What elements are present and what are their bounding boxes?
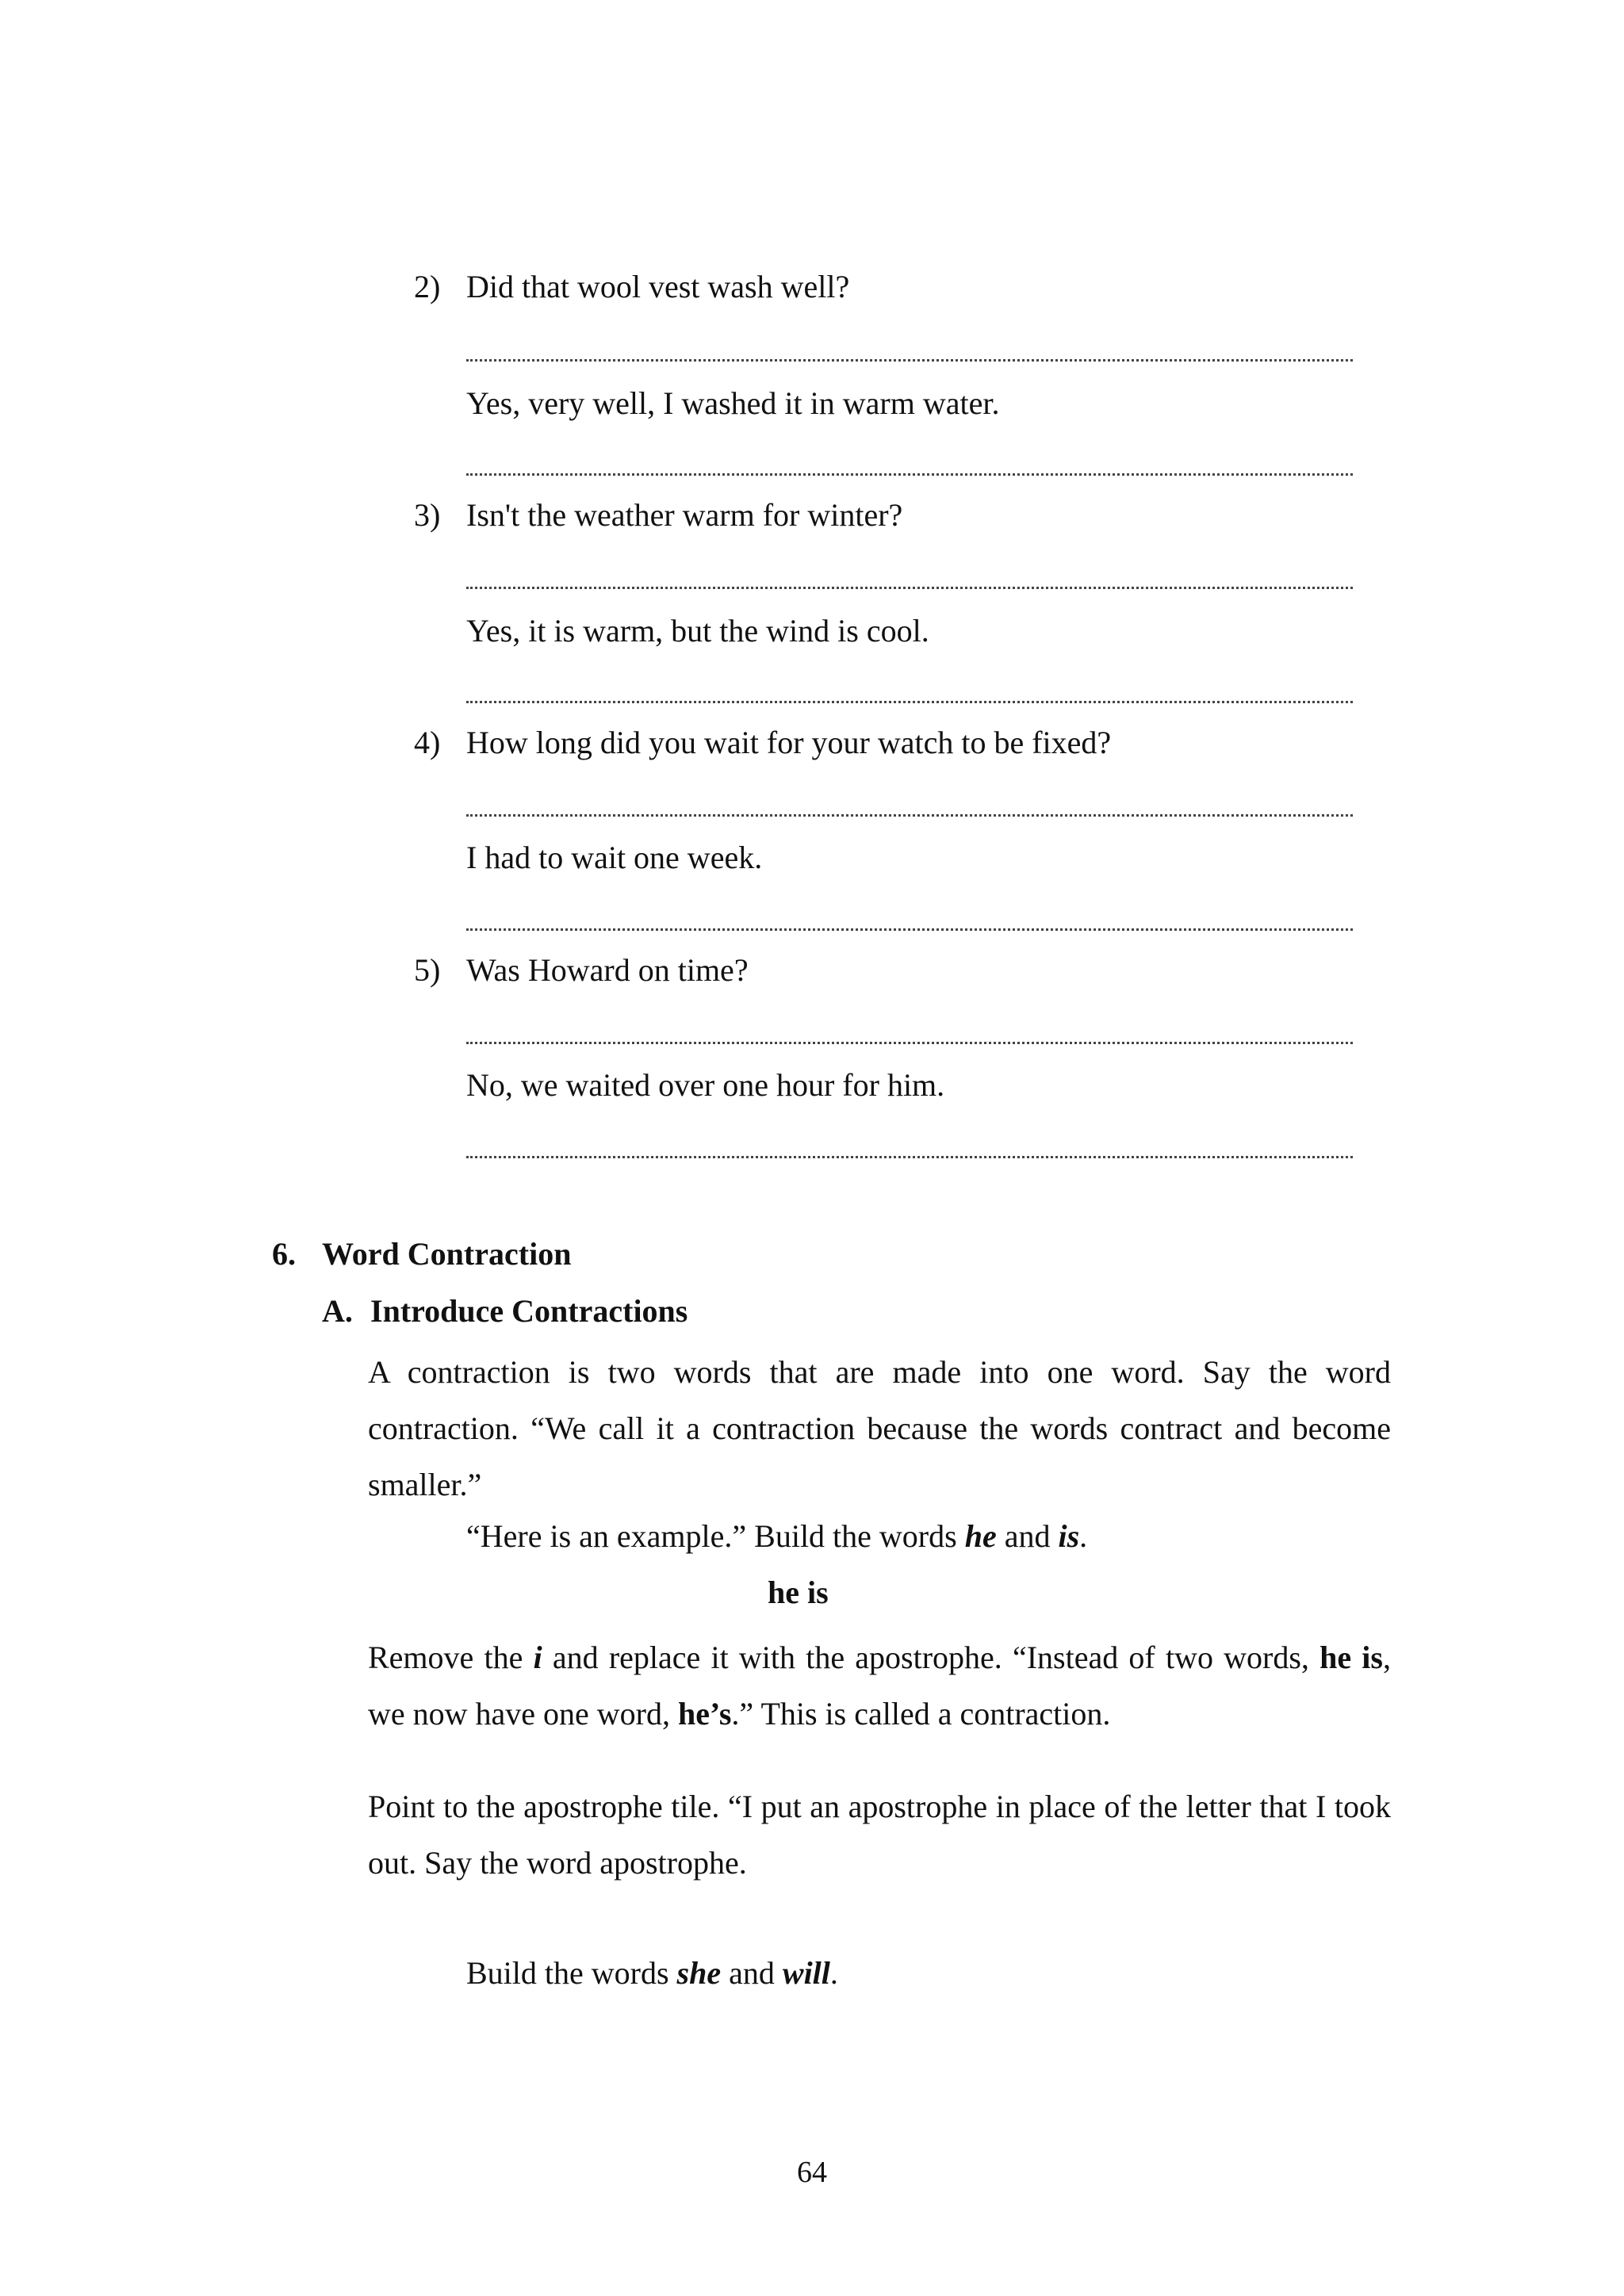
remove-text-3: , we now have one word, [368,1640,1391,1732]
point-paragraph: Point to the apostrophe tile. “I put an apostrophe in place of the letter that I took out. Say the word apostrophe. [368,1789,1391,1881]
build-mid: and [721,1955,783,1991]
example-line [466,1517,1087,1556]
remove-paragraph [368,1629,1391,1742]
intro-paragraph: A contraction is two words that are made into one word. Say the word contraction. “We call it a contraction because the words contract and become smaller.” [368,1354,1391,1502]
question-number: 3) [414,497,441,533]
build-word-she: she [676,1955,722,1991]
question-number: 2) [414,269,441,304]
answer-dotted-line [466,1042,1353,1044]
answer-dotted-line [466,1156,1353,1158]
remove-text-2: and replace it with the apostrophe. “Instead of two words, [542,1640,1320,1675]
example-prefix: “Here is an example.” Build the words [466,1518,965,1554]
removed-letter: i [533,1640,542,1675]
answer-dotted-line [466,587,1353,589]
remove-text-1: Remove the [368,1640,534,1675]
answer-text: I had to wait one week. [466,840,763,875]
build-word-will: will [782,1955,830,1991]
example-suffix: . [1079,1518,1088,1554]
page-number: 64 [797,2156,827,2189]
section-number: 6. [272,1236,296,1272]
answer-dotted-line [466,473,1353,476]
example-word-is: is [1058,1518,1080,1554]
contraction-word: he’s [678,1696,732,1732]
question-text: How long did you wait for your watch to be fixed? [466,725,1112,760]
example-word-he: he [964,1518,997,1554]
question-text: Isn't the weather warm for winter? [466,497,903,533]
answer-dotted-line [466,359,1353,362]
subsection-title: Introduce Contractions [370,1293,688,1329]
two-words: he is [1320,1640,1383,1675]
question-text: Was Howard on time? [466,952,749,988]
build-prefix: Build the words [466,1955,677,1991]
build-line [466,1954,838,1992]
answer-dotted-line [466,814,1353,817]
answer-dotted-line [466,701,1353,703]
question-number: 4) [414,725,441,760]
example-display: he is [768,1575,829,1610]
answer-dotted-line [466,928,1353,931]
example-mid: and [996,1518,1059,1554]
answer-text: Yes, it is warm, but the wind is cool. [466,613,929,649]
question-number: 5) [414,952,441,988]
build-suffix: . [829,1955,838,1991]
question-text: Did that wool vest wash well? [466,269,850,304]
answer-text: No, we waited over one hour for him. [466,1067,945,1103]
subsection-letter: A. [322,1293,353,1329]
answer-text: Yes, very well, I washed it in warm water. [466,385,1000,421]
remove-text-4: .” This is called a contraction. [731,1696,1111,1732]
section-title: Word Contraction [322,1236,572,1272]
